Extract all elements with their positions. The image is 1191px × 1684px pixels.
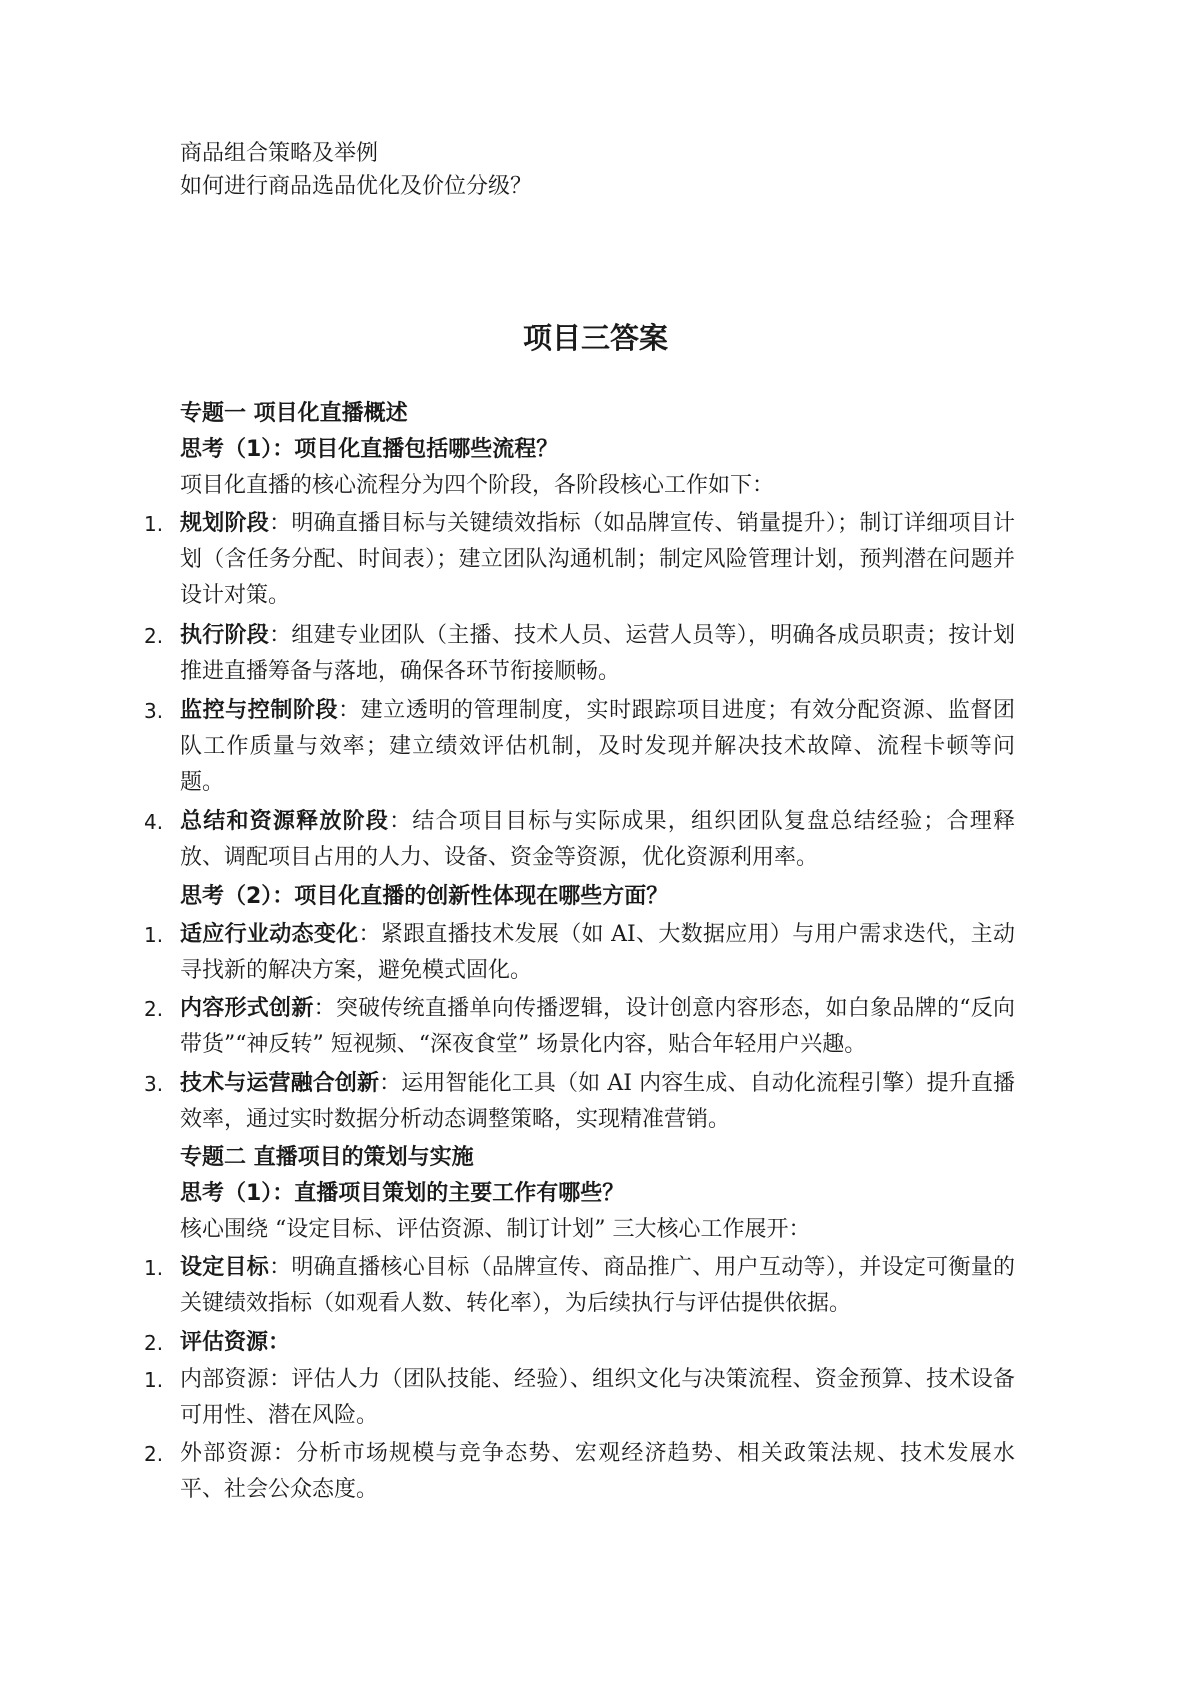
list-number: 2. (144, 624, 164, 648)
list-item (180, 1325, 1015, 1361)
list-item (180, 506, 1015, 614)
list-number: 1. (144, 1368, 164, 1392)
list-number: 1. (144, 512, 164, 536)
list-item-label: 规划阶段 (180, 511, 270, 536)
intro-line-2: 如何进行商品选品优化及价位分级？ (180, 174, 533, 199)
list-item-text: ：结合项目目标与实际成果，组织团队复盘总结经验；合理释放、调配项目占用的人力、设备、资金等资源，优化资源利用率。 (180, 809, 1015, 870)
list-item-text: ：紧跟直播技术发展（如 AI、大数据应用）与用户需求迭代，主动寻找新的解决方案，避免模式固化。 (180, 922, 1015, 983)
topic-1-question-2: 思考（2）：项目化直播的创新性体现在哪些方面？ (180, 884, 669, 909)
list-item-text: ：明确直播目标与关键绩效指标（如品牌宣传、销量提升）；制订详细项目计划（含任务分配、时间表）；建立团队沟通机制；制定风险管理计划，预判潜在问题并设计对策。 (180, 511, 1015, 608)
list-number: 1. (144, 1256, 164, 1280)
list-item (180, 991, 1015, 1063)
list-item-label: 适应行业动态变化 (180, 922, 359, 947)
list-item (180, 1250, 1015, 1322)
list-item (180, 693, 1015, 801)
list-item (180, 917, 1015, 989)
list-number: 2. (144, 1331, 164, 1355)
topic-2-question-1-intro: 核心围绕 “设定目标、评估资源、制订计划” 三大核心工作展开： (180, 1217, 811, 1242)
list-item-label: 总结和资源释放阶段 (180, 809, 390, 834)
list-number: 2. (144, 1442, 164, 1466)
topic-1-heading: 专题一 项目化直播概述 (180, 401, 408, 426)
list-item-text: ：明确直播核心目标（品牌宣传、商品推广、用户互动等），并设定可衡量的关键绩效指标（如观看人数、转化率），为后续执行与评估提供依据。 (180, 1255, 1015, 1316)
list-item-label: 技术与运营融合创新 (180, 1071, 380, 1096)
list-item-label: 评估资源 (180, 1330, 269, 1355)
list-item: 内部资源：评估人力（团队技能、经验）、组织文化与决策流程、资金预算、技术设备可用性、潜在风险。 (180, 1367, 1015, 1428)
list-number: 4. (144, 810, 164, 834)
list-item-text: ：运用智能化工具（如 AI 内容生成、自动化流程引擎）提升直播效率，通过实时数据分析动态调整策略，实现精准营销。 (180, 1071, 1015, 1132)
page-title: 项目三答案 (522, 321, 668, 355)
list-item-text: ：建立透明的管理制度，实时跟踪项目进度；有效分配资源、监督团队工作质量与效率；建立绩效评估机制，及时发现并解决技术故障、流程卡顿等问题。 (180, 698, 1015, 795)
list-item-label: 设定目标 (180, 1255, 270, 1280)
topic-1-question-1-intro: 项目化直播的核心流程分为四个阶段，各阶段核心工作如下： (180, 473, 775, 498)
topic-1-question-1: 思考（1）：项目化直播包括哪些流程？ (180, 437, 559, 462)
list-item-text: ：组建专业团队（主播、技术人员、运营人员等），明确各成员职责；按计划推进直播筹备与落地，确保各环节衔接顺畅。 (180, 623, 1015, 684)
list-item-label: 监控与控制阶段 (180, 698, 339, 723)
list-item-text: ：突破传统直播单向传播逻辑，设计创意内容形态，如白象品牌的“反向带货”“神反转” 短视频、“深夜食堂” 场景化内容，贴合年轻用户兴趣。 (180, 996, 1015, 1057)
list-number: 3. (144, 699, 164, 723)
list-item-label: 内容形式创新 (180, 996, 314, 1021)
list-number: 3. (144, 1072, 164, 1096)
list-number: 1. (144, 923, 164, 947)
list-item-label: 执行阶段 (180, 623, 270, 648)
topic-2-question-1: 思考（1）：直播项目策划的主要工作有哪些？ (180, 1181, 625, 1206)
list-item (180, 618, 1015, 690)
list-number: 2. (144, 997, 164, 1021)
list-item (180, 1066, 1015, 1138)
intro-line-1: 商品组合策略及举例 (180, 141, 379, 166)
list-item-text: ： (268, 1330, 291, 1355)
list-item (180, 804, 1015, 876)
list-item: 外部资源：分析市场规模与竞争态势、宏观经济趋势、相关政策法规、技术发展水平、社会公众态度。 (180, 1441, 1015, 1502)
topic-2-heading: 专题二 直播项目的策划与实施 (180, 1145, 474, 1170)
